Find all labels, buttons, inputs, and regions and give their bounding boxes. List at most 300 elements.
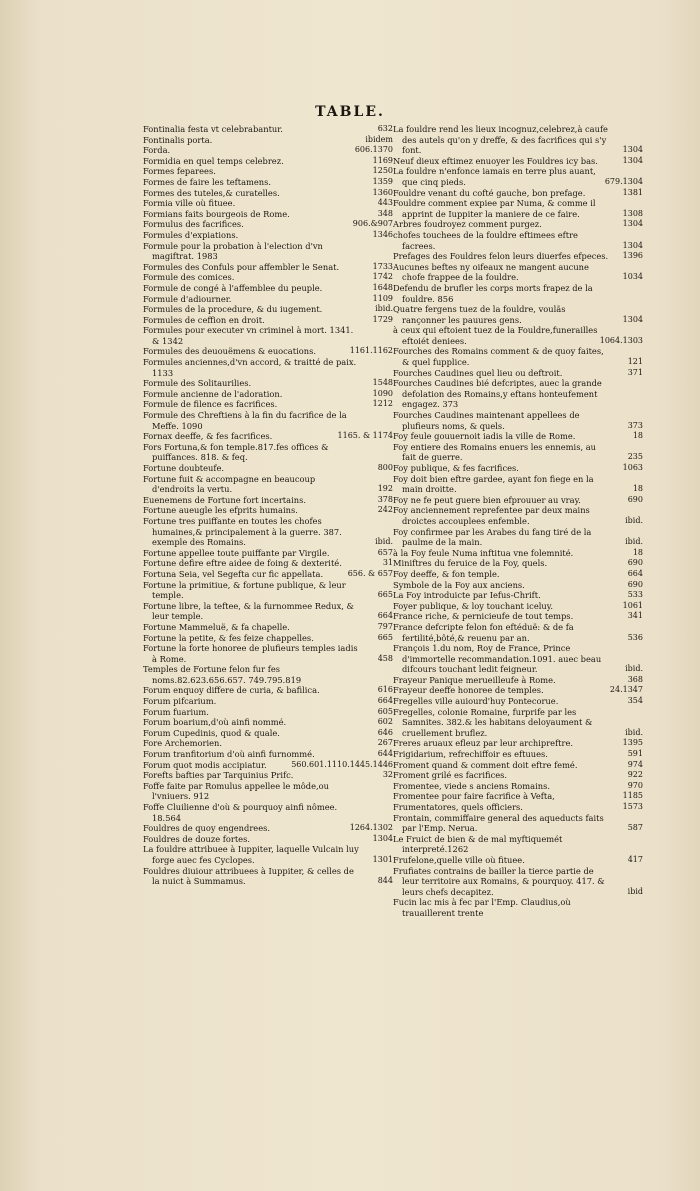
index-entry [393, 855, 645, 866]
index-entry-text: Formules d'expiations. [143, 229, 239, 240]
index-entry [143, 209, 395, 220]
index-entry-text: Formia ville où fituee. [143, 198, 236, 209]
index-entry [393, 378, 645, 410]
index-entry [393, 548, 645, 559]
index-entry-text: Fortune la petite, & fes feize chappelles. [143, 632, 314, 643]
index-entry-page-ref: 1360 [372, 187, 393, 197]
index-entry [393, 707, 645, 739]
index-entry-text: Fregelles ville auiourd'huy Pontecorue. [393, 696, 559, 707]
index-entry-text: Fors Fortuna,& fon temple.817.fes offices & puiffances. 818. & feq. [143, 441, 329, 463]
index-column-left [143, 124, 395, 887]
index-entry-text: Arbres foudroyez comment purgez. [393, 219, 542, 230]
index-entry-page-ref: 1648 [372, 282, 393, 292]
index-entry-page-ref: 1304 [622, 219, 643, 229]
index-entry-page-ref: 970 [627, 780, 643, 790]
index-entry [143, 696, 395, 707]
index-entry-text: Frontain, commiffaire general des aqueducts faits par l'Emp. Nerua. [393, 812, 604, 834]
index-entry-text: Fortune aueugle les efprits humains. [143, 505, 298, 516]
index-entry [143, 431, 395, 442]
index-entry-text: Fontinalis porta. [143, 134, 213, 145]
index-entry [143, 580, 395, 601]
index-entry-text: Forum quot modis accipiatur. [143, 759, 267, 770]
index-entry [143, 516, 395, 548]
index-entry-page-ref: 341 [627, 611, 643, 621]
index-entry-text: Fortuna Seia, vel Segefta cur fic appellata. [143, 568, 324, 579]
index-entry [143, 230, 395, 241]
index-entry-text: Formule ancienne de l'adoration. [143, 388, 283, 399]
index-entry-page-ref: 1301 [372, 854, 393, 864]
index-entry-text: Foy confirmee par les Arabes du fang tiré de la paulme de la main. [393, 526, 592, 548]
index-entry-text: Forum enquoy differe de curia, & bafilica. [143, 685, 320, 696]
index-entry-text: Prefages des Fouldres felon leurs diuerfes efpeces. [393, 251, 609, 262]
index-entry [393, 156, 645, 167]
index-entry-page-ref: ibid. [625, 727, 643, 737]
index-entry-text: Fortune appellee toute puiffante par Virgile. [143, 547, 330, 558]
index-entry-page-ref: 1359 [372, 176, 393, 186]
index-entry [393, 802, 645, 813]
index-entry-text: Forda. [143, 145, 171, 156]
index-entry [143, 834, 395, 845]
index-entry-page-ref: 605 [377, 706, 393, 716]
index-entry [143, 728, 395, 739]
index-entry [393, 431, 645, 442]
index-entry-text: Formule des Solitaurilies. [143, 378, 252, 389]
index-entry-page-ref: 192 [377, 484, 393, 494]
index-entry-text: France defcripte felon fon eftéduë: & de fa fertilité,bôté,& reuenu par an. [393, 621, 574, 643]
index-entry-page-ref: 1395 [622, 738, 643, 748]
index-entry-page-ref: 1061 [622, 600, 643, 610]
index-entry-page-ref: 1063 [622, 463, 643, 472]
index-entry-text: France riche, & pernicieufe de tout temps. [393, 611, 574, 622]
index-entry [143, 749, 395, 760]
index-entry-text: Forum Cupedinis, quod & quale. [143, 727, 280, 738]
index-entry [393, 675, 645, 686]
index-entry [143, 738, 395, 749]
index-entry [393, 527, 645, 548]
index-entry-text: Fortune la primitiue, & fortune publique, & leur temple. [143, 579, 346, 601]
index-entry [143, 294, 395, 305]
index-entry [393, 230, 645, 251]
index-column-right [393, 124, 645, 919]
index-entry [143, 177, 395, 188]
index-entry-text: Fromentee, viede s anciens Romains. [393, 780, 550, 791]
index-entry-page-ref: 1308 [622, 208, 643, 218]
index-entry-text: Formules des Confuls pour affembler le Senat. [143, 261, 340, 272]
index-entry-page-ref: 664 [377, 696, 393, 706]
index-entry [143, 389, 395, 400]
index-entry-page-ref: 1169 [372, 155, 393, 165]
index-entry-text: Freres aruaux efleuz par leur archipreftre. [393, 738, 574, 749]
index-entry [393, 463, 645, 474]
index-entry [393, 897, 645, 918]
index-entry-page-ref: 679.1304 [604, 176, 643, 186]
index-entry-page-ref: 690 [627, 579, 643, 589]
index-entry-text: Fontinalia festa vt celebrabantur. [143, 124, 283, 134]
index-entry [393, 558, 645, 569]
index-entry [143, 156, 395, 167]
index-entry-text: La fouldre attribuee à Iuppiter, laquelle Vulcain luy forge auec fes Cyclopes. [143, 844, 359, 865]
index-entry-page-ref: 18 [632, 547, 643, 557]
index-entry [393, 601, 645, 612]
index-entry [143, 643, 395, 664]
index-entry-text: chofes touchees de la fouldre eftimees eftre facrees. [393, 229, 578, 251]
index-entry [393, 770, 645, 781]
index-entry-page-ref: 242 [377, 505, 393, 515]
index-entry-page-ref: 632 [377, 124, 393, 133]
index-entry-text: Fortune libre, la teftee, & la furnommee Redux, & leur temple. [143, 600, 354, 622]
index-entry [143, 823, 395, 834]
index-entry-text: Froment quand & comment doit eftre femé. [393, 759, 578, 770]
index-entry-text: Formule d'adiourner. [143, 293, 232, 304]
index-entry [393, 442, 645, 463]
index-entry-text: Forum boarium,d'où ainfi nommé. [143, 717, 287, 728]
index-entry-text: Fourches Caudines quel lieu ou deftroit. [393, 367, 563, 378]
index-entry-text: Frayeur deeffe honoree de temples. [393, 685, 544, 696]
index-entry-page-ref: 1573 [622, 802, 643, 811]
index-entry-page-ref: 267 [377, 738, 393, 748]
index-entry-page-ref: 664 [627, 568, 643, 578]
index-entry [143, 442, 395, 463]
index-entry-text: Foy publique, & fes facrifices. [393, 463, 519, 473]
index-entry-text: Fregelles, colonie Romaine, furprife par les Samnites. 382.& les habitans deloyaument & cruellement bruflez. [393, 706, 593, 738]
index-entry-text: Fromentee pour faire facrifice à Vefta, [393, 791, 555, 802]
index-entry-page-ref: 664 [377, 611, 393, 621]
index-entry-page-ref: 657 [377, 547, 393, 557]
index-entry-text: Fouldres diuiour attribuees à Iuppiter, & celles de la nuict à Summamus. [143, 865, 354, 887]
index-entry-page-ref: 800 [377, 463, 393, 472]
index-entry [393, 569, 645, 580]
index-entry-text: Formes des tuteles,& curatelles. [143, 187, 280, 198]
index-entry-page-ref: 922 [627, 770, 643, 780]
index-entry [143, 346, 395, 357]
index-entry-page-ref: 644 [377, 749, 393, 759]
index-entry-page-ref: 31 [382, 558, 393, 568]
index-entry-page-ref: 354 [627, 696, 643, 706]
index-entry-page-ref: ibid. [625, 515, 643, 525]
index-entry [143, 474, 395, 495]
index-entry-text: Formules des deuouëmens & euocations. [143, 346, 316, 357]
index-entry [393, 346, 645, 367]
index-entry [393, 580, 645, 591]
index-entry [143, 802, 395, 823]
index-entry-text: Frumentatores, quels officiers. [393, 802, 523, 812]
index-entry-page-ref: 602 [377, 717, 393, 727]
index-entry-page-ref: 1064.1303 [599, 335, 643, 345]
index-entry-text: Formes de faire les teftamens. [143, 176, 272, 187]
index-entry-page-ref: 371 [627, 367, 643, 377]
index-entry [143, 410, 395, 431]
index-entry [393, 283, 645, 304]
index-entry [143, 166, 395, 177]
index-entry-page-ref: 1109 [372, 293, 393, 303]
index-entry [143, 188, 395, 199]
index-entry [393, 749, 645, 760]
index-entry-page-ref: ibid [627, 886, 643, 896]
index-entry-text: Foy doit bien eftre gardee, ayant fon fiege en la main droitte. [393, 473, 594, 495]
index-entry-text: Formules anciennes,d'vn accord, & traitté de paix. 1133 [143, 357, 357, 378]
index-entry-page-ref: 690 [627, 494, 643, 504]
index-entry-page-ref: 1304 [622, 240, 643, 250]
index-entry-page-ref: 1090 [372, 388, 393, 398]
index-entry-page-ref: 906.&907 [352, 219, 393, 229]
index-entry [393, 505, 645, 526]
index-entry-page-ref: 443 [377, 198, 393, 208]
index-entry-page-ref: 1381 [622, 187, 643, 197]
index-entry-text: Formulus des facrifices. [143, 219, 244, 230]
index-entry [143, 283, 395, 294]
index-entry-page-ref: 18 [632, 484, 643, 494]
index-entry [393, 368, 645, 379]
index-entry-page-ref: ibid. [625, 537, 643, 547]
index-entry-text: Neuf dieux eftimez enuoyer les Fouldres icy bas. [393, 155, 598, 166]
index-entry-text: Frigidarium, refrechiffoir es eftuues. [393, 749, 548, 760]
index-entry-text: Formule des comices. [143, 272, 235, 283]
index-entry-text: Fortune tres puiffante en toutes les chofes humaines,& principalement à la guerre. 387. exemple des Romains. [143, 515, 342, 548]
page-header: TABLE. [315, 104, 385, 120]
index-entry-page-ref: 1548 [372, 378, 393, 388]
index-entry [393, 834, 645, 855]
index-entry [143, 569, 395, 580]
index-entry [143, 717, 395, 728]
index-entry-text: à ceux qui eftoient tuez de la Fouldre,funerailles eftoiét deniees. [393, 325, 598, 346]
index-entry [143, 781, 395, 802]
index-entry [143, 707, 395, 718]
index-entry-page-ref: 18 [632, 431, 643, 441]
index-entry-page-ref: 1304 [622, 155, 643, 165]
index-entry-page-ref: 417 [627, 854, 643, 864]
index-entry-text: La fouldre rend les lieux incognuz,celebrez,à caufe des autels qu'on y dreffe, & des facrifices qui s'y font. [393, 124, 608, 156]
index-entry-text: Fornax deeffe, & fes facrifices. [143, 431, 273, 442]
index-entry-text: Fortune Mammeluë, & fa chapelle. [143, 621, 290, 632]
index-entry [143, 378, 395, 389]
index-entry-page-ref: 235 [627, 452, 643, 462]
index-entry-page-ref: 1729 [372, 314, 393, 324]
index-entry [393, 495, 645, 506]
index-entry-text: Foy deeffe, & fon temple. [393, 568, 500, 579]
index-entry [143, 198, 395, 209]
index-entry [393, 188, 645, 199]
index-entry-text: Formules pour executer vn criminel à mort. 1341. & 1342 [143, 325, 354, 346]
index-entry-text: Foy anciennement reprefentee par deux mains droictes accouplees enfemble. [393, 505, 590, 526]
index-entry [143, 262, 395, 273]
index-entry [393, 611, 645, 622]
index-entry-page-ref: 665 [377, 632, 393, 642]
index-entry-text: à la Foy feule Numa inftitua vne folemnité. [393, 547, 574, 558]
index-entry [393, 262, 645, 283]
index-entry-text: Foy entiere des Romains enuers les ennemis, au fait de guerre. [393, 441, 597, 463]
index-entry-text: Formidia en quel temps celebrez. [143, 155, 284, 166]
index-entry [143, 145, 395, 156]
index-entry-page-ref: 24.1347 [609, 685, 643, 695]
index-entry [393, 166, 645, 187]
index-entry-text: Fortune defire eftre aidee de foing & dexterité. [143, 558, 342, 569]
index-entry-page-ref: 1396 [622, 251, 643, 261]
index-entry-text: Fouldres de quoy engendrees. [143, 823, 271, 834]
index-entry [143, 124, 395, 135]
index-entry-page-ref: 1165. & 1174 [337, 431, 393, 441]
index-entry-page-ref: 32 [382, 770, 393, 780]
index-entry-page-ref: 121 [627, 357, 643, 367]
index-entry-page-ref: 533 [627, 590, 643, 600]
index-entry-page-ref: 1212 [372, 399, 393, 409]
index-entry-page-ref: 587 [627, 823, 643, 833]
index-entry-page-ref: 378 [377, 494, 393, 504]
index-entry-text: Fouldres de douze fortes. [143, 833, 250, 844]
index-entry [143, 760, 395, 771]
index-entry-text: Foffe Cluilienne d'où & pourquoy ainfi nômee. 18.564 [143, 802, 338, 823]
index-entry-text: Temples de Fortune felon fur fes noms.82.623.656.657. 749.795.819 [143, 664, 302, 685]
index-entry-text: Fouldre venant du cofté gauche, bon prefage. [393, 187, 586, 198]
index-entry-text: La fouldre n'enfonce iamais en terre plus auant, que cinq pieds. [393, 166, 596, 187]
index-entry-text: Miniftres du feruice de la Foy, quels. [393, 558, 548, 569]
index-entry-page-ref: 458 [377, 653, 393, 663]
index-entry-text: François 1.du nom, Roy de France, Prince d'immortelle recommandation.1091. auec beau difcours touchant ledit feigneur. [393, 643, 602, 675]
index-entry-text: Frufelone,quelle ville où fituee. [393, 854, 525, 865]
index-entry-page-ref: 1161.1162 [349, 346, 393, 356]
index-entry [393, 791, 645, 802]
index-entry [143, 844, 395, 865]
index-entry-text: Fouldre comment expiee par Numa, & comme il apprint de Iuppiter la maniere de ce faire. [393, 198, 596, 219]
index-entry [143, 463, 395, 474]
index-entry-page-ref: 591 [627, 749, 643, 759]
index-entry [393, 685, 645, 696]
index-entry-text: Formians faits bourgeois de Rome. [143, 208, 290, 219]
index-entry-text: Fucin lac mis à fec par l'Emp. Claudius,où trauaillerent trente [393, 897, 571, 918]
index-entry-text: Formule de filence es facrifices. [143, 399, 278, 410]
index-entry-page-ref: 616 [377, 685, 393, 695]
index-entry-text: Forum tranfitorium d'où ainfi furnommé. [143, 749, 315, 760]
index-entry-text: Formule de congé à l'affemblee du peuple. [143, 282, 323, 293]
index-entry-page-ref: 1304 [622, 145, 643, 155]
index-entry-text: Symbole de la Foy aux anciens. [393, 579, 525, 590]
index-entry-text: Formes feparees. [143, 166, 216, 177]
index-entry-text: Formule des Chreftiens à la fin du facrifice de la Meffe. 1090 [143, 410, 347, 431]
index-entry-page-ref: 974 [627, 759, 643, 769]
index-entry [393, 696, 645, 707]
index-entry-text: Fourches Caudines bié defcriptes, auec la grande defolation des Romains,y eftans honteufement engagez. 373 [393, 378, 602, 410]
index-entry-text: Forefts bafties par Tarquinius Prifc. [143, 770, 294, 781]
index-entry [143, 633, 395, 644]
index-entry-text: Forum pifcarium. [143, 696, 217, 707]
index-entry-text: La Foy introduicte par Iefus-Chrift. [393, 590, 541, 601]
index-entry [393, 866, 645, 898]
index-entry-text: Formules de la procedure, & du iugement. [143, 304, 323, 315]
index-entry [393, 325, 645, 346]
index-entry [393, 304, 645, 325]
index-entry-page-ref: ibid. [375, 304, 393, 314]
index-entry-page-ref: 646 [377, 727, 393, 737]
index-entry-text: Fourches des Romains comment & de quoy faites, & quel fupplice. [393, 346, 604, 368]
index-entry-page-ref: 1304 [622, 314, 643, 324]
index-entry-text: Foyer publique, & loy touchant iceluy. [393, 600, 553, 611]
index-entry-text: Foy feule gouuernoit iadis la ville de Rome. [393, 431, 576, 442]
index-entry [143, 241, 395, 262]
index-entry [143, 135, 395, 146]
index-entry-page-ref: 1346 [372, 229, 393, 239]
index-entry-page-ref: 606.1370 [354, 145, 393, 155]
index-entry-text: Fortune doubteufe. [143, 463, 224, 473]
index-entry-page-ref: ibid. [625, 664, 643, 674]
index-entry [393, 622, 645, 643]
index-entry-page-ref: 1034 [622, 272, 643, 282]
index-entry [143, 219, 395, 230]
index-entry [143, 495, 395, 506]
index-entry [143, 622, 395, 633]
index-entry-page-ref: 665 [377, 590, 393, 600]
index-entry-text: Formule pour la probation à l'election d'vn magiftrat. 1983 [143, 240, 323, 262]
index-entry-page-ref: 656. & 657 [347, 568, 393, 578]
index-entry-text: Le Fruict de bien & de mal myftiquemét interpreté.1262 [393, 833, 563, 855]
index-entry-page-ref: 536 [627, 632, 643, 642]
index-entry [393, 760, 645, 771]
index-entry [393, 781, 645, 792]
index-entry [143, 505, 395, 516]
index-entry [393, 738, 645, 749]
index-entry-page-ref: 1733 [372, 261, 393, 271]
index-entry [393, 643, 645, 675]
index-entry-page-ref: 1264.1302 [349, 823, 393, 833]
index-entry-text: Fortune la forte honoree de plufieurs temples iadis à Rome. [143, 643, 358, 664]
index-entry [393, 813, 645, 834]
index-entry [143, 601, 395, 622]
index-entry-text: Forum fuarium. [143, 706, 209, 717]
index-entry [143, 325, 395, 346]
index-entry [143, 272, 395, 283]
index-entry-page-ref: 373 [627, 420, 643, 430]
index-entry-page-ref: 1742 [372, 272, 393, 282]
index-entry-text: Foffe faite par Romulus appellee le môde,ou l'vniuers. 912 [143, 780, 330, 802]
index-entry-page-ref: 1304 [372, 833, 393, 843]
index-entry [393, 474, 645, 495]
index-entry-page-ref: 368 [627, 674, 643, 684]
index-entry-text: Euenemens de Fortune fort incertains. [143, 494, 306, 505]
index-entry-text: Fortune fuit & accompagne en beaucoup d'endroits la vertu. [143, 473, 316, 495]
index-entry [143, 866, 395, 887]
index-entry [393, 198, 645, 219]
index-entry-text: Frayeur Panique merueilleufe à Rome. [393, 674, 556, 685]
index-entry-page-ref: 560.601.1110.1445.1446 [291, 759, 393, 769]
index-entry-page-ref: 348 [377, 208, 393, 218]
index-entry-page-ref: 797 [377, 621, 393, 631]
index-entry-text: Frufiates contrains de bailler la tierce partie de leur territoire aux Romains, & pourquoy. 417. & leurs chefs decapitez. [393, 865, 605, 897]
index-entry [393, 410, 645, 431]
index-entry [393, 251, 645, 262]
index-entry [143, 357, 395, 378]
index-entry [143, 664, 395, 685]
index-entry-text: Defendu de brufler les corps morts frapez de la fouldre. 856 [393, 282, 593, 304]
index-entry [143, 399, 395, 410]
index-entry [143, 315, 395, 326]
index-entry [393, 590, 645, 601]
index-entry-text: Fore Archemorien. [143, 738, 223, 749]
index-entry-text: Quatre fergens tuez de la fouldre, voulãs rançonner les pauures gens. [393, 304, 566, 325]
index-entry [143, 770, 395, 781]
index-entry-page-ref: 690 [627, 558, 643, 568]
index-entry-page-ref: ibidem [365, 134, 393, 144]
index-entry [143, 558, 395, 569]
index-entry-page-ref: ibid. [375, 537, 393, 547]
index-entry-page-ref: 1250 [372, 166, 393, 176]
index-entry [143, 548, 395, 559]
index-entry-page-ref: 844 [377, 876, 393, 886]
index-entry-page-ref: 1185 [622, 791, 643, 801]
index-entry [143, 685, 395, 696]
index-entry-text: Fourches Caudines maintenant appellees de plufieurs noms, & quels. [393, 410, 580, 431]
index-entry-text: Froment grilé es facrifices. [393, 770, 508, 781]
index-entry [143, 304, 395, 315]
index-entry [393, 219, 645, 230]
index-entry [393, 124, 645, 156]
